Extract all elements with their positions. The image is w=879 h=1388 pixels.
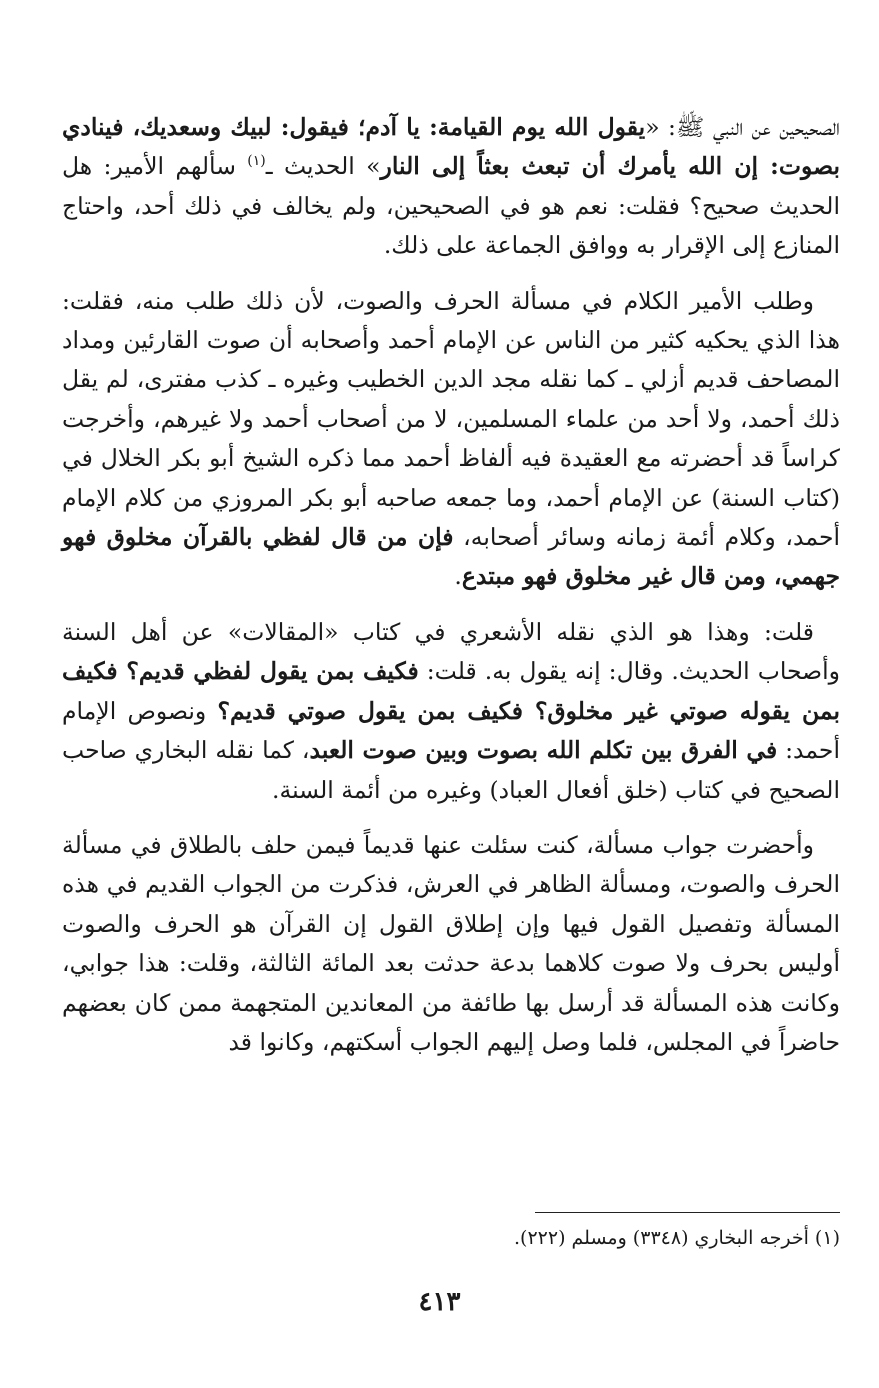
paragraph-1	[62, 108, 840, 266]
p1-run-1: الصحيحين عن النبي ﷺ: «	[645, 113, 840, 141]
p3-run-1: قلت: وهذا هو الذي نقله الأشعري في كتاب «المقالات» عن أهل السنة وأصحاب الحديث. وقال: إنه يقول به. قلت:	[62, 617, 841, 686]
p3-run-3: ونصوص الإمام أحمد:	[62, 696, 840, 765]
main-text	[62, 108, 840, 1062]
p1-run-2: يقول الله يوم القيامة: يا آدم؛ فيقول: لبيك وسعديك، فينادي بصوت: إن الله يأمرك أن تبعث بعثاً إلى النار	[62, 113, 841, 181]
footnote-divider	[535, 1212, 840, 1213]
footnote: (١) أخرجه البخاري (٣٣٤٨) ومسلم (٢٢٢).	[514, 1227, 840, 1249]
p1-run-3: » الحديث ـ	[265, 152, 381, 181]
p1-run-5: سألهم الأمير: هل الحديث صحيح؟ فقلت: نعم هو في الصحيحين، ولم يخالف في ذلك أحد، واحتاج المنازع إلى الإقرار به ووافق الجماعة على ذلك.	[62, 152, 840, 260]
p3-run-5: ، كما نقله البخاري صاحب الصحيح في كتاب (خلق أفعال العباد) وغيره من أئمة السنة.	[62, 736, 840, 804]
paragraph-3	[62, 613, 840, 810]
footnote-ref: (١)	[247, 153, 266, 170]
p4-run-1: وأحضرت جواب مسألة، كنت سئلت عنها قديماً فيمن حلف بالطلاق في مسألة الحرف والصوت، ومسألة الظاهر في العرش، فذكرت من الجواب القديم في هذه المسألة وتفصيل القول فيها وإن إطلاق القول إن القرآن هو الحرف والصوت أوليس بحرف ولا صوت كلاهما بدعة حدثت بعد المائة الثالثة، وقلت: هذا جوابي، وكانت هذه المسألة قد أرسل بها طائفة من المعاندين المتجهمة ممن كان بعضهم حاضراً في المجلس، فلما وصل إليهم الجواب أسكتهم، وكانوا قد	[62, 830, 840, 1056]
paragraph-2	[62, 282, 840, 597]
paragraph-4	[62, 826, 840, 1062]
p2-run-3: .	[454, 562, 462, 591]
page-number: ٤١٣	[418, 1287, 461, 1317]
p2-run-1: وطلب الأمير الكلام في مسألة الحرف والصوت، لأن ذلك طلب منه، فقلت: هذا الذي يحكيه كثير من الناس عن الإمام أحمد وأصحابه أن صوت القارئين ومداد المصاحف قديم أزلي ـ كما نقله مجد الدين الخطيب وغيره ـ كذب مفترى، لم يقل ذلك أحمد، ولا أحد من علماء المسلمين، لا من أصحاب أحمد ولا غيرهم، وأخرجت كراساً قد أحضرته مع العقيدة فيه ألفاظ أحمد مما ذكره الشيخ أبو بكر الخلال في (كتاب السنة) عن الإمام أحمد، وما جمعه صاحبه أبو بكر المروزي من كلام الإمام أحمد، وكلام أئمة زمانه وسائر أصحابه،	[62, 286, 840, 552]
p2-run-2: فإن من قال لفظي بالقرآن مخلوق فهو جهمي، ومن قال غير مخلوق فهو مبتدع	[62, 523, 840, 591]
p3-run-4: في الفرق بين تكلم الله بصوت وبين صوت العبد	[309, 736, 778, 765]
p3-run-2: فكيف بمن يقول لفظي قديم؟ فكيف بمن يقوله صوتي غير مخلوق؟ فكيف بمن يقول صوتي قديم؟	[62, 657, 840, 725]
